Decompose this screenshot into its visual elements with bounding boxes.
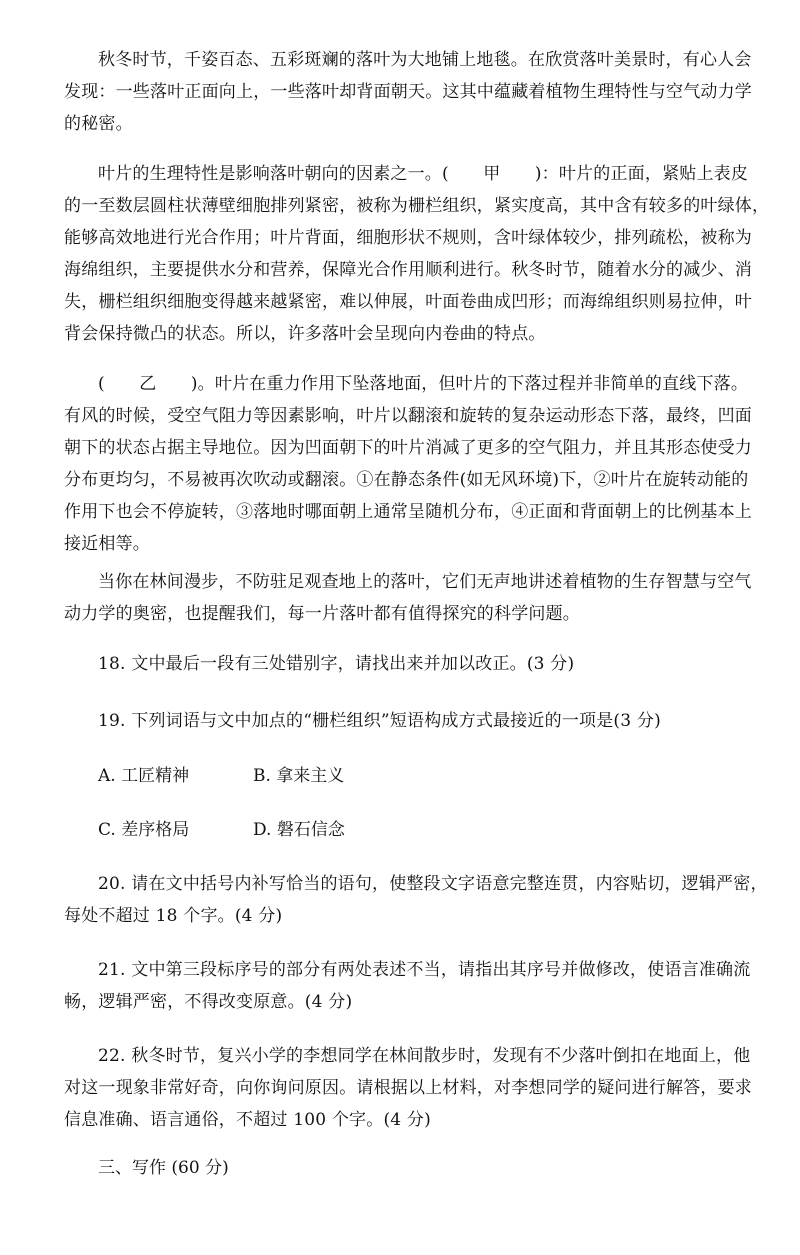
text-line: 接近相等。 <box>64 534 150 554</box>
text-line: 能够高效地进行光合作用；叶片背面，细胞形状不规则，含叶绿体较少，排列疏松，被称为 <box>64 228 752 248</box>
text-line: 海绵组织，主要提供水分和营养，保障光合作用顺利进行。秋冬时节，随着水分的减少、消 <box>64 260 752 280</box>
text-line: 背会保持微凸的状态。所以，许多落叶会呈现向内卷曲的特点。 <box>64 324 546 344</box>
text-line: 朝下的状态占据主导地位。因为凹面朝下的叶片消减了更多的空气阻力，并且其形态使受力 <box>64 438 752 458</box>
text-line: 叶片的生理特性是影响落叶朝向的因素之一。( 甲 )：叶片的正面，紧贴上表皮 <box>98 164 749 184</box>
text-line: 动力学的奥密，也提醒我们，每一片落叶都有值得探究的科学问题。 <box>64 604 580 624</box>
question-22 <box>64 1040 754 1136</box>
text-line: 的一至数层圆柱状薄壁细胞排列紧密，被称为栅栏组织，紧实度高，其中含有较多的叶绿体， <box>64 196 770 216</box>
text-line: ( 乙 )。叶片在重力作用下坠落地面，但叶片的下落过程并非简单的直线下落。 <box>98 374 749 394</box>
passage-paragraph-3 <box>64 368 754 560</box>
passage-paragraph-4 <box>64 566 754 630</box>
text-line: 作用下也会不停旋转，③落地时哪面朝上通常呈随机分布，④正面和背面朝上的比例基本上 <box>64 502 752 522</box>
passage-paragraph-2 <box>64 158 770 350</box>
text-line: 的秘密。 <box>64 114 133 134</box>
text-line: 分布更均匀，不易被再次吹动或翻滚。①在静态条件(如无风环境)下，②叶片在旋转动能的 <box>64 470 749 490</box>
question-text: 21. 文中第三段标序号的部分有两处表述不当，请指出其序号并做修改，使语言准确流 <box>98 960 751 980</box>
question-text: 对这一现象非常好奇，向你询问原因。请根据以上材料，对李想同学的疑问进行解答，要求 <box>64 1078 752 1098</box>
question-text: 22. 秋冬时节，复兴小学的李想同学在林间散步时，发现有不少落叶倒扣在地面上，他 <box>98 1046 751 1066</box>
question-18 <box>98 648 754 680</box>
question-text: 19. 下列词语与文中加点的“栅栏组织”短语构成方式最接近的一项是(3 分) <box>98 711 661 731</box>
text-line: 有风的时候，受空气阻力等因素影响，叶片以翻滚和旋转的复杂运动形态下落，最终，凹面 <box>64 406 752 426</box>
question-text: 畅，逻辑严密，不得改变原意。(4 分) <box>64 992 353 1012</box>
text-line: 发现：一些落叶正面向上，一些落叶却背面朝天。这其中蕴藏着植物生理特性与空气动力学 <box>64 82 752 102</box>
text-line: 秋冬时节，千姿百态、五彩斑斓的落叶为大地铺上地毯。在欣赏落叶美景时，有心人会 <box>98 50 752 70</box>
question-text: 每处不超过 18 个字。(4 分) <box>64 906 283 926</box>
option-a: A. 工匠精神 <box>98 766 190 786</box>
section-heading-writing: 三、写作 (60 分) <box>98 1158 229 1178</box>
question-text: 20. 请在文中括号内补写恰当的语句，使整段文字语意完整连贯，内容贴切，逻辑严密， <box>98 874 768 894</box>
text-line: 当你在林间漫步，不防驻足观查地上的落叶，它们无声地讲述着植物的生存智慧与空气 <box>98 572 752 592</box>
question-20 <box>64 868 768 932</box>
option-c: C. 差序格局 <box>98 820 190 840</box>
question-text: 信息准确、语言通俗，不超过 100 个字。(4 分) <box>64 1110 431 1130</box>
question-19 <box>98 705 754 737</box>
passage-paragraph-1 <box>64 44 754 140</box>
question-text: 18. 文中最后一段有三处错别字，请找出来并加以改正。(3 分) <box>98 654 575 674</box>
option-b: B. 拿来主义 <box>253 766 345 786</box>
option-d: D. 磐石信念 <box>253 820 345 840</box>
text-line: 失，栅栏组织细胞变得越来越紧密，难以伸展，叶面卷曲成凹形；而海绵组织则易拉伸，叶 <box>64 292 752 312</box>
question-21 <box>64 954 754 1018</box>
